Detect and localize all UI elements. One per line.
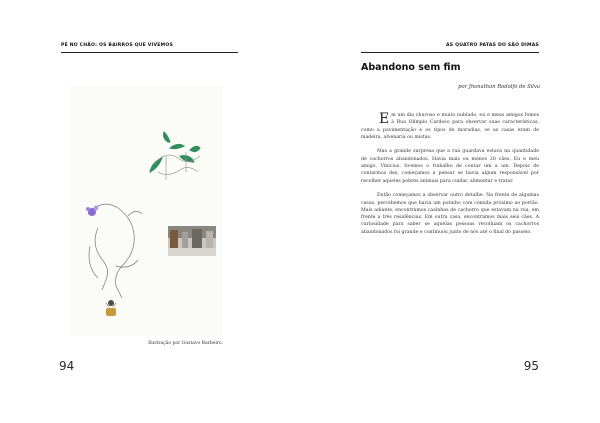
illustration-artwork — [70, 86, 223, 336]
green-plant-drawing — [150, 132, 200, 172]
paragraph-1-text: m um dia chuvoso e muito nublado, eu e meus amigos fomos à Rua Olímpio Cardoso para observar suas características, como a pavimentação e os tipos de moradias, se as casas eram de madeira, alvenaria ou mistas. — [361, 113, 539, 140]
right-page — [300, 0, 600, 423]
paragraph-1 — [361, 112, 539, 141]
gray-scribble-lines — [154, 152, 200, 180]
article-title: Abandono sem fim — [361, 62, 461, 73]
illustration-caption: Ilustração por Gustavo Barbeiro. — [148, 341, 223, 346]
article-body — [361, 112, 539, 243]
header-rule-right — [361, 52, 539, 53]
photo-inset — [168, 226, 216, 256]
illustration — [70, 86, 223, 336]
purple-flower-drawing — [86, 206, 98, 216]
small-figure-drawing — [106, 300, 116, 316]
paragraph-3: Então começamos a observar outro detalhe. Na frente de algumas casas, percebemos que havia um potinho com comida próximo ao portão. Mais adiante, encontramos casinhas de cachorro que estavam na rua, em frente a três residências. Em outra casa, encontramos mais seis cães. A curiosidade para saber se aquelas pessoas recolhiam os cachorros abandonados foi grande e continuou junto de nós até o final do passeio. — [361, 193, 539, 235]
header-rule-left — [61, 52, 238, 53]
running-header-right: AS QUATRO PATAS DO SÃO DIMAS — [446, 43, 539, 48]
drop-cap: E — [379, 111, 390, 127]
byline: por Jhonathan Rodolfo de Silva — [458, 84, 540, 90]
running-header-left: PÉ NO CHÃO: OS BAIRROS QUE VIVEMOS — [61, 43, 173, 48]
page-number-left: 94 — [59, 359, 75, 373]
page-number-right: 95 — [523, 359, 539, 373]
dog-sketch — [88, 204, 142, 298]
paragraph-2: Mas a grande surpresa que a rua guardava estava na quantidade de cachorros abandonados. Havia mais ou menos 20 cães. Eu e meu amigo, Vinicius, tivemos o trabalho de contar um a um. Depois de contarmos dez, começamos a pensar se havia algum responsável por recolher aqueles pobres animais para cuidar, alimentar e tratar. — [361, 149, 539, 184]
